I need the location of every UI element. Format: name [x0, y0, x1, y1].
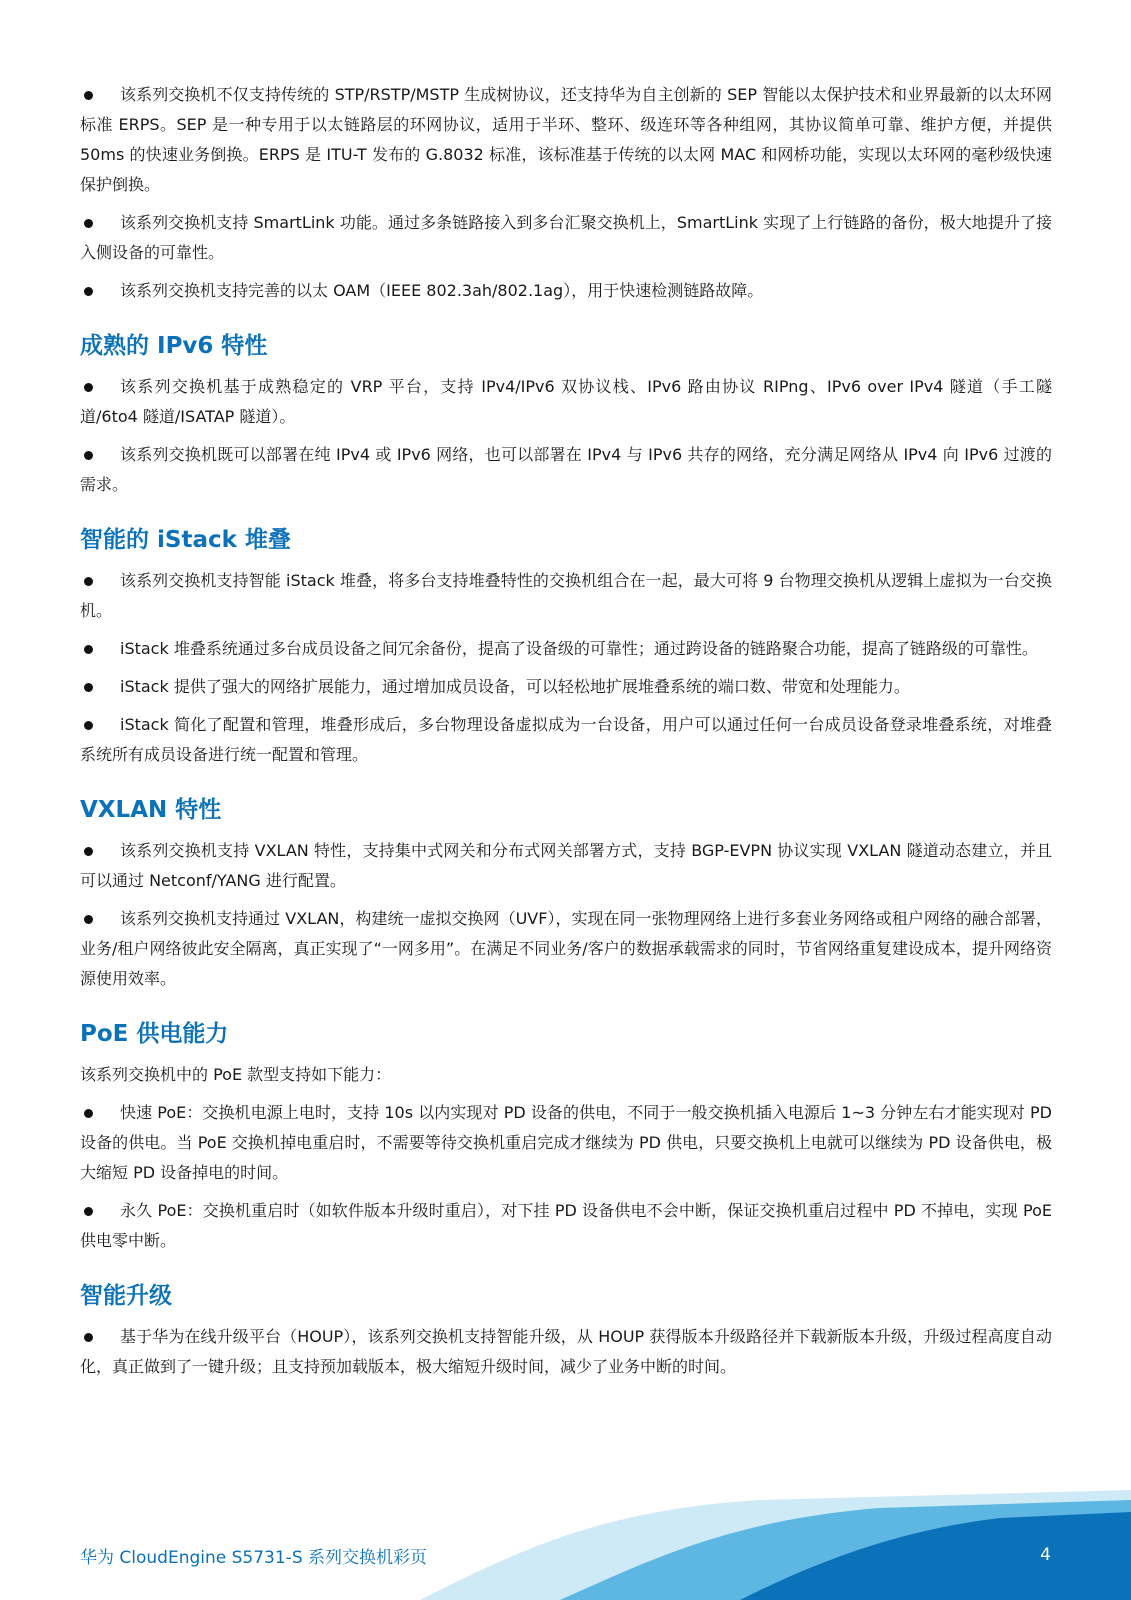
bullet-icon [84, 219, 93, 228]
page-number: 4 [1040, 1545, 1051, 1565]
section-heading-ipv6: 成熟的 IPv6 特性 [80, 333, 268, 359]
list-item: iStack 简化了配置和管理，堆叠形成后，多台物理设备虚拟成为一台设备，用户可以通过任何一台成员设备登录堆叠系统，对堆叠系统所有成员设备进行统一配置和管理。 [80, 715, 1052, 764]
list-item: 该系列交换机基于成熟稳定的 VRP 平台，支持 IPv4/IPv6 双协议栈、IPv6 路由协议 RIPng、IPv6 over IPv4 隧道（手工隧道/6to4 隧道/ISATAP 隧道）。 [80, 377, 1052, 426]
bullet-icon [84, 91, 93, 100]
list-item: iStack 提供了强大的网络扩展能力，通过增加成员设备，可以轻松地扩展堆叠系统的端口数、带宽和处理能力。 [80, 672, 1052, 702]
list-item: 快速 PoE：交换机电源上电时，支持 10s 以内实现对 PD 设备的供电，不同于一般交换机插入电源后 1~3 分钟左右才能实现对 PD 设备的供电。当 PoE 交换机掉电重启时，不需要等待交换机重启完成才继续为 PD 供电，只要交换机上电就可以继续为 PD 设备供电，极大缩短 PD 设备掉电的时间。 [80, 1103, 1052, 1182]
list-item: 该系列交换机支持 SmartLink 功能。通过多条链路接入到多台汇聚交换机上，SmartLink 实现了上行链路的备份，极大地提升了接入侧设备的可靠性。 [80, 213, 1052, 262]
bullet-icon [84, 577, 93, 586]
bullet-icon [84, 1333, 93, 1342]
bullet-icon [84, 451, 93, 460]
bullet-icon [84, 1207, 93, 1216]
footer-title: 华为 CloudEngine S5731-S 系列交换机彩页 [80, 1548, 428, 1568]
bullet-icon [84, 1109, 93, 1118]
page-content [80, 80, 1052, 1390]
bullet-icon [84, 721, 93, 730]
list-item: 该系列交换机支持智能 iStack 堆叠，将多台支持堆叠特性的交换机组合在一起，最大可将 9 台物理交换机从逻辑上虚拟为一台交换机。 [80, 571, 1052, 620]
section-heading-poe: PoE 供电能力 [80, 1021, 229, 1047]
bullet-icon [84, 915, 93, 924]
list-item: 该系列交换机不仅支持传统的 STP/RSTP/MSTP 生成树协议，还支持华为自主创新的 SEP 智能以太保护技术和业界最新的以太环网标准 ERPS。SEP 是一种专用于以太链路层的环网协议，适用于半环、整环、级连环等各种组网，其协议简单可靠、维护方便，并提供 50ms 的快速业务倒换。ERPS 是 ITU-T 发布的 G.8032 标准，该标准基于传统的以太网 MAC 和网桥功能，实现以太环网的毫秒级快速保护倒换。 [80, 85, 1052, 194]
list-item: 该系列交换机支持 VXLAN 特性，支持集中式网关和分布式网关部署方式，支持 BGP-EVPN 协议实现 VXLAN 隧道动态建立，并且可以通过 Netconf/YANG 进行配置。 [80, 841, 1052, 890]
bullet-icon [84, 383, 93, 392]
section-heading-vxlan: VXLAN 特性 [80, 797, 222, 823]
section-heading-istack: 智能的 iStack 堆叠 [80, 527, 291, 553]
list-item: 该系列交换机支持完善的以太 OAM（IEEE 802.3ah/802.1ag），用于快速检测链路故障。 [80, 276, 1052, 306]
bullet-icon [84, 683, 93, 692]
section-intro: 该系列交换机中的 PoE 款型支持如下能力： [80, 1065, 392, 1084]
list-item: 基于华为在线升级平台（HOUP），该系列交换机支持智能升级，从 HOUP 获得版本升级路径并下载新版本升级，升级过程高度自动化，真正做到了一键升级；且支持预加载版本，极大缩短升级时间，减少了业务中断的时间。 [80, 1327, 1052, 1376]
list-item: 该系列交换机既可以部署在纯 IPv4 或 IPv6 网络，也可以部署在 IPv4 与 IPv6 共存的网络，充分满足网络从 IPv4 向 IPv6 过渡的需求。 [80, 445, 1052, 494]
list-item: iStack 堆叠系统通过多台成员设备之间冗余备份，提高了设备级的可靠性；通过跨设备的链路聚合功能，提高了链路级的可靠性。 [80, 634, 1052, 664]
list-item: 永久 PoE：交换机重启时（如软件版本升级时重启），对下挂 PD 设备供电不会中断，保证交换机重启过程中 PD 不掉电，实现 PoE 供电零中断。 [80, 1201, 1052, 1250]
list-item: 该系列交换机支持通过 VXLAN，构建统一虚拟交换网（UVF），实现在同一张物理网络上进行多套业务网络或租户网络的融合部署，业务/租户网络彼此安全隔离，真正实现了“一网多用”。在满足不同业务/客户的数据承载需求的同时，节省网络重复建设成本，提升网络资源使用效率。 [80, 909, 1052, 988]
bullet-icon [84, 287, 93, 296]
bullet-icon [84, 847, 93, 856]
section-heading-upgrade: 智能升级 [80, 1283, 172, 1309]
bullet-icon [84, 645, 93, 654]
